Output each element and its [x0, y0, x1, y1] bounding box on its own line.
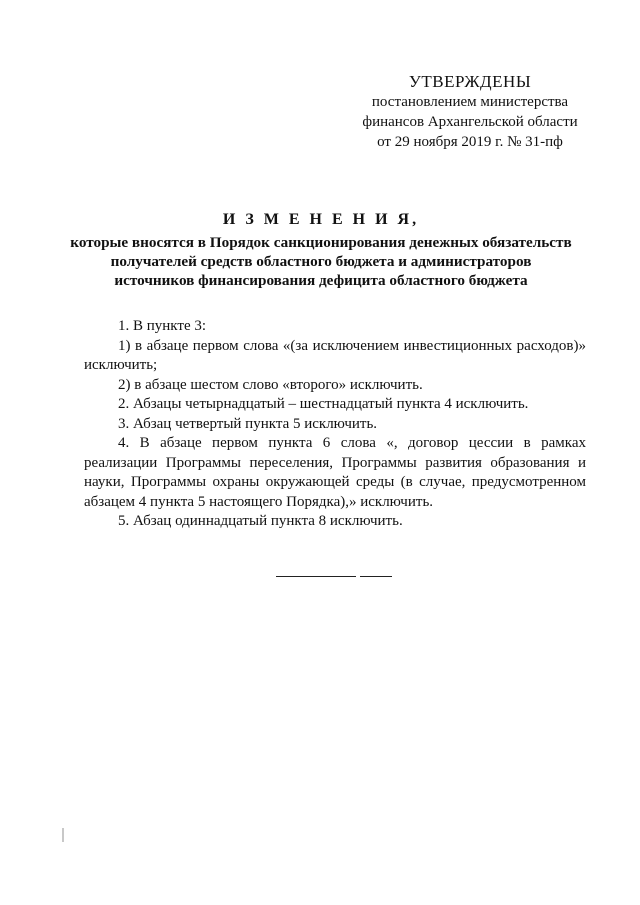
- heading-line-1: которые вносятся в Порядок санкционирования денежных обязательств: [70, 234, 572, 251]
- end-divider-gap: [356, 574, 360, 578]
- document-heading: [60, 210, 582, 290]
- heading-line-2: получателей средств областного бюджета и администраторов: [110, 253, 532, 270]
- paragraph-3: 2) в абзаце шестом слово «второго» исключить.: [118, 376, 423, 393]
- heading-title: И З М Е Н Е Н И Я,: [222, 211, 420, 228]
- approval-title: УТВЕРЖДЕНЫ: [408, 72, 532, 91]
- approval-line-3: от 29 ноября 2019 г. № 31-пф: [377, 134, 563, 150]
- approval-line-1: постановлением министерства: [371, 94, 569, 110]
- paragraph-7: 5. Абзац одиннадцатый пункта 8 исключить.: [118, 513, 403, 529]
- paragraph-6: 4. В абзаце первом пункта 6 слова «, договор цессии в рамках реализации Программы переселения, Программы развития образования и науки, Программы охраны окружающей среды (в случае, предусмотренном абзацем 4 пункта 5 настоящего Порядка),» исключить.: [84, 435, 586, 510]
- approval-line-2: финансов Архангельской области: [362, 114, 578, 130]
- paragraph-4: 2. Абзацы четырнадцатый – шестнадцатый пункта 4 исключить.: [118, 396, 529, 412]
- document-body: [84, 317, 586, 532]
- approval-stamp: [340, 72, 600, 152]
- end-divider: [276, 576, 392, 577]
- paragraph-5: 3. Абзац четвертый пункта 5 исключить.: [118, 415, 378, 432]
- paragraph-1: 1. В пункте 3:: [118, 318, 207, 334]
- paragraph-2: 1) в абзаце первом слова «(за исключением инвестиционных расходов)» исключить;: [84, 337, 586, 373]
- scan-margin-mark: [62, 828, 64, 842]
- heading-line-3: источников финансирования дефицита областного бюджета: [114, 272, 528, 289]
